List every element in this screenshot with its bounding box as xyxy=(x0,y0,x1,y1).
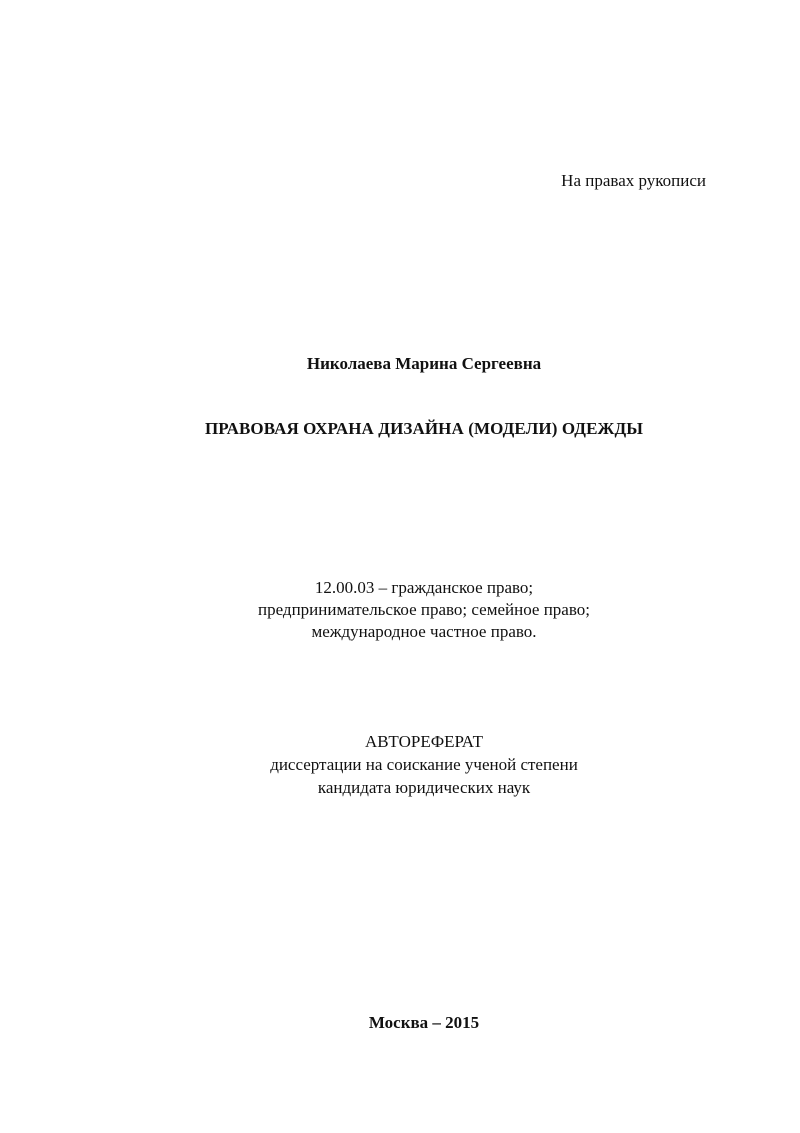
manuscript-note: На правах рукописи xyxy=(561,171,706,190)
abstract-line: кандидата юридических наук xyxy=(317,778,531,797)
abstract-heading: АВТОРЕФЕРАТ xyxy=(365,732,483,751)
place-and-year: Москва – 2015 xyxy=(368,1013,480,1032)
specialty-line: предпринимательское право; семейное право; xyxy=(258,600,590,619)
abstract-line: диссертации на соискание ученой степени xyxy=(270,755,578,774)
abstract-block xyxy=(0,730,800,799)
specialty-block xyxy=(0,577,800,643)
document-title: ПРАВОВАЯ ОХРАНА ДИЗАЙНА (МОДЕЛИ) ОДЕЖДЫ xyxy=(204,419,644,438)
author-name: Николаева Марина Сергеевна xyxy=(306,354,542,373)
specialty-line: международное частное право. xyxy=(311,622,537,641)
specialty-line: 12.00.03 – гражданское право; xyxy=(314,578,534,597)
